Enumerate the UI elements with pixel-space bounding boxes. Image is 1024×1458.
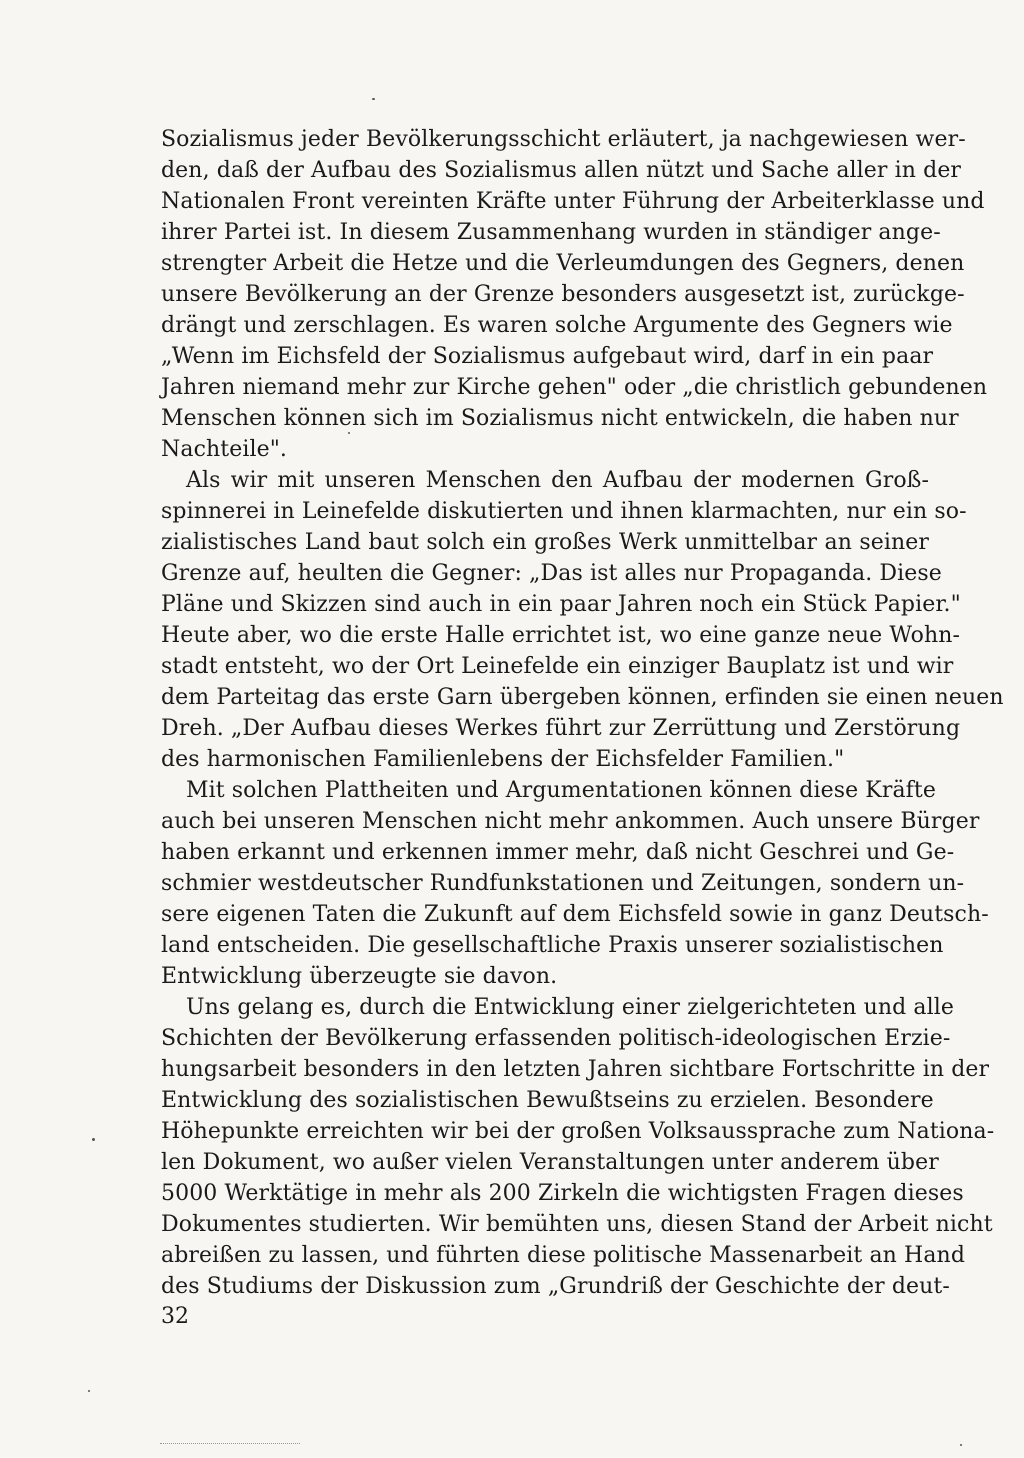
text-line: Pläne und Skizzen sind auch in ein paar Jahren noch ein Stück Papier." [161, 592, 961, 617]
text-line: abreißen zu lassen, und führten diese politische Massenarbeit an Hand [161, 1243, 966, 1268]
scan-speck [92, 1138, 95, 1141]
text-line: des Studiums der Diskussion zum „Grundriß der Geschichte der deut- [161, 1274, 950, 1299]
text-line: den, daß der Aufbau des Sozialismus allen nützt und Sache aller in der [161, 158, 962, 183]
text-line: Höhepunkte erreichten wir bei der großen Volksaussprache zum Nationa- [161, 1119, 995, 1144]
text-line: ihrer Partei ist. In diesem Zusammenhang wurden in ständiger ange- [161, 220, 941, 245]
text-line: Dokumentes studierten. Wir bemühten uns, diesen Stand der Arbeit nicht [161, 1212, 993, 1237]
text-line: Schichten der Bevölkerung erfassenden politisch-ideologischen Erzie- [161, 1026, 951, 1051]
text-line: Nationalen Front vereinten Kräfte unter Führung der Arbeiterklasse und [161, 189, 985, 214]
text-line: Entwicklung des sozialistischen Bewußtseins zu erzielen. Besondere [161, 1088, 934, 1113]
text-line: 5000 Werktätige in mehr als 200 Zirkeln die wichtigsten Fragen dieses [161, 1181, 964, 1206]
text-line: Grenze auf, heulten die Gegner: „Das ist alles nur Propaganda. Diese [161, 561, 942, 586]
scan-speck [960, 1444, 962, 1446]
text-line: sere eigenen Taten die Zukunft auf dem Eichsfeld sowie in ganz Deutsch- [161, 902, 989, 927]
text-line: Sozialismus jeder Bevölkerungsschicht erläutert, ja nachgewiesen wer- [161, 127, 966, 152]
text-line: hungsarbeit besonders in den letzten Jahren sichtbare Fortschritte in der [161, 1057, 990, 1082]
text-line: strengter Arbeit die Hetze und die Verleumdungen des Gegners, denen [161, 251, 965, 276]
text-line: drängt und zerschlagen. Es waren solche Argumente des Gegners wie [161, 313, 953, 338]
text-line: Menschen können sich im Sozialismus nicht entwickeln, die haben nur [161, 406, 959, 431]
text-line: land entscheiden. Die gesellschaftliche Praxis unserer sozialistischen [161, 933, 944, 958]
text-line: Jahren niemand mehr zur Kirche gehen" oder „die christlich gebundenen [161, 375, 988, 400]
page-number: 32 [161, 1304, 189, 1329]
text-line: Als wir mit unseren Menschen den Aufbau der modernen Groß- [186, 468, 929, 493]
text-line: Entwicklung überzeugte sie davon. [161, 964, 558, 989]
scan-speck [348, 432, 350, 434]
text-line: haben erkannt und erkennen immer mehr, daß nicht Geschrei und Ge- [161, 840, 955, 865]
text-line: stadt entsteht, wo der Ort Leinefelde ein einziger Bauplatz ist und wir [161, 654, 954, 679]
text-line: zialistisches Land baut solch ein großes Werk unmittelbar an seiner [161, 530, 929, 555]
scan-speck [88, 1390, 90, 1392]
text-line: Dreh. „Der Aufbau dieses Werkes führt zur Zerrüttung und Zerstörung [161, 716, 961, 741]
text-line: len Dokument, wo außer vielen Veranstaltungen unter anderem über [161, 1150, 939, 1175]
text-line: schmier westdeutscher Rundfunkstationen und Zeitungen, sondern un- [161, 871, 965, 896]
text-line: Uns gelang es, durch die Entwicklung einer zielgerichteten und alle [186, 995, 954, 1020]
text-line: Mit solchen Plattheiten und Argumentationen können diese Kräfte [186, 778, 936, 803]
text-line: Nachteile". [161, 437, 288, 462]
scan-speck [372, 98, 375, 100]
text-line: spinnerei in Leinefelde diskutierten und ihnen klarmachten, nur ein so- [161, 499, 967, 524]
text-line: Heute aber, wo die erste Halle errichtet ist, wo eine ganze neue Wohn- [161, 623, 961, 648]
text-line: des harmonischen Familienlebens der Eichsfelder Familien." [161, 747, 845, 772]
text-line: „Wenn im Eichsfeld der Sozialismus aufgebaut wird, darf in ein paar [161, 344, 934, 369]
scan-edge-artifact [160, 1443, 300, 1446]
text-line: unsere Bevölkerung an der Grenze besonders ausgesetzt ist, zurückge- [161, 282, 965, 307]
text-line: dem Parteitag das erste Garn übergeben können, erfinden sie einen neuen [161, 685, 1004, 710]
text-line: auch bei unseren Menschen nicht mehr ankommen. Auch unsere Bürger [161, 809, 980, 834]
